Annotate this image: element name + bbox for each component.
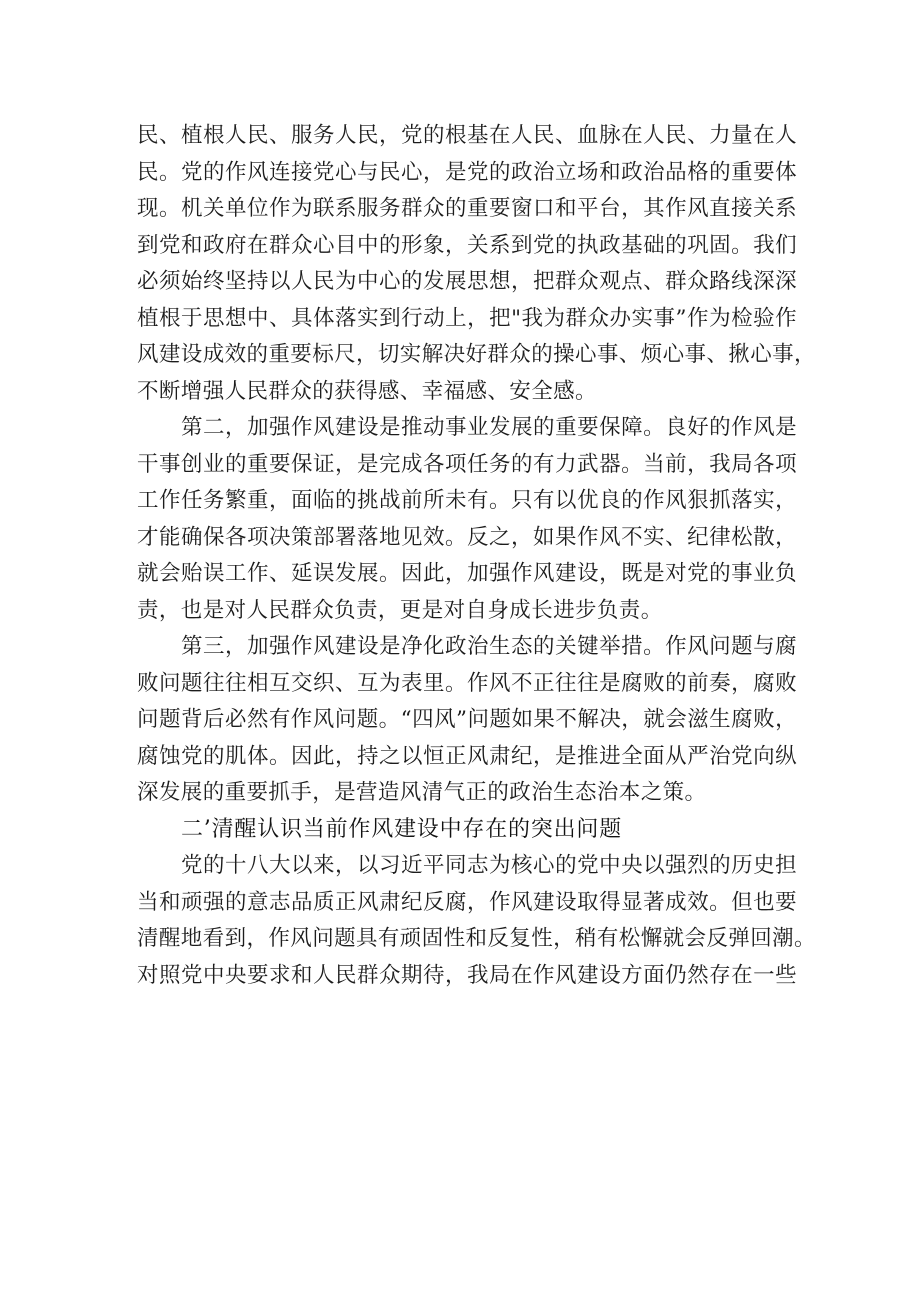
text-line: 风建设成效的重要标尺，切实解决好群众的操心事、烦心事、揪心事， bbox=[137, 342, 816, 367]
paragraph-second-point bbox=[137, 410, 797, 629]
text-line: 就会贻误工作、延误发展。因此，加强作风建设，既是对党的事业负 bbox=[137, 561, 797, 586]
text-line: 现。机关单位作为联系服务群众的重要窗口和平台，其作风直接关系 bbox=[137, 196, 797, 221]
text-line: 对照党中央要求和人民群众期待，我局在作风建设方面仍然存在一些 bbox=[137, 962, 797, 988]
text-line: 必须始终坚持以人民为中心的发展思想，把群众观点、群众路线深深 bbox=[137, 269, 797, 294]
text-line: 深发展的重要抓手，是营造风清气正的政治生态治本之策。 bbox=[137, 780, 707, 805]
text-line: 败问题往往相互交织、互为表里。作风不正往往是腐败的前奏，腐败 bbox=[137, 670, 797, 696]
text-line: 党的十八大以来，以习近平同志为核心的党中央以强烈的历史担 bbox=[181, 853, 797, 878]
text-line: 责，也是对人民群众负责，更是对自身成长进步负责。 bbox=[137, 597, 663, 623]
text-line: 腐蚀党的肌体。因此，持之以恒正风肃纪，是推进全面从严治党向纵 bbox=[137, 743, 797, 769]
text-line: 清醒地看到，作风问题具有顽固性和反复性，稍有松懈就会反弹回潮。 bbox=[137, 926, 816, 951]
text-line: 民。党的作风连接党心与民心，是党的政治立场和政治品格的重要体 bbox=[137, 159, 797, 185]
section-heading: 二’清醒认识当前作风建设中存在的突出问题 bbox=[181, 816, 622, 842]
text-line: 不断增强人民群众的获得感、幸福感、安全感。 bbox=[137, 378, 597, 404]
text-line: 问题背后必然有作风问题。“四风”问题如果不解决，就会滋生腐败， bbox=[137, 707, 797, 732]
paragraph-third-point bbox=[137, 629, 797, 812]
text-line: 才能确保各项决策部署落地见效。反之，如果作风不实、纪律松散， bbox=[137, 524, 797, 550]
text-line: 第三，加强作风建设是净化政治生态的关键举措。作风问题与腐 bbox=[181, 634, 797, 659]
text-line: 干事创业的重要保证，是完成各项任务的有力武器。当前，我局各项 bbox=[137, 451, 797, 477]
text-line: 当和顽强的意志品质正风肃纪反腐，作风建设取得显著成效。但也要 bbox=[137, 889, 797, 915]
text-line: 到党和政府在群众心目中的形象，关系到党的执政基础的巩固。我们 bbox=[137, 232, 797, 258]
text-line: 第二，加强作风建设是推动事业发展的重要保障。良好的作风是 bbox=[181, 415, 797, 440]
body-text bbox=[137, 118, 816, 994]
text-line: 工作任务繁重，面临的挑战前所未有。只有以优良的作风狠抓落实， bbox=[137, 488, 797, 513]
text-line: 植根于思想中、具体落实到行动上，把"我为群众办实事”作为检验作 bbox=[137, 305, 797, 331]
paragraph-since-18th-congress bbox=[137, 848, 816, 994]
text-line: 民、植根人民、服务人民，党的根基在人民、血脉在人民、力量在人 bbox=[137, 123, 797, 148]
paragraph-people-centered bbox=[137, 118, 816, 410]
